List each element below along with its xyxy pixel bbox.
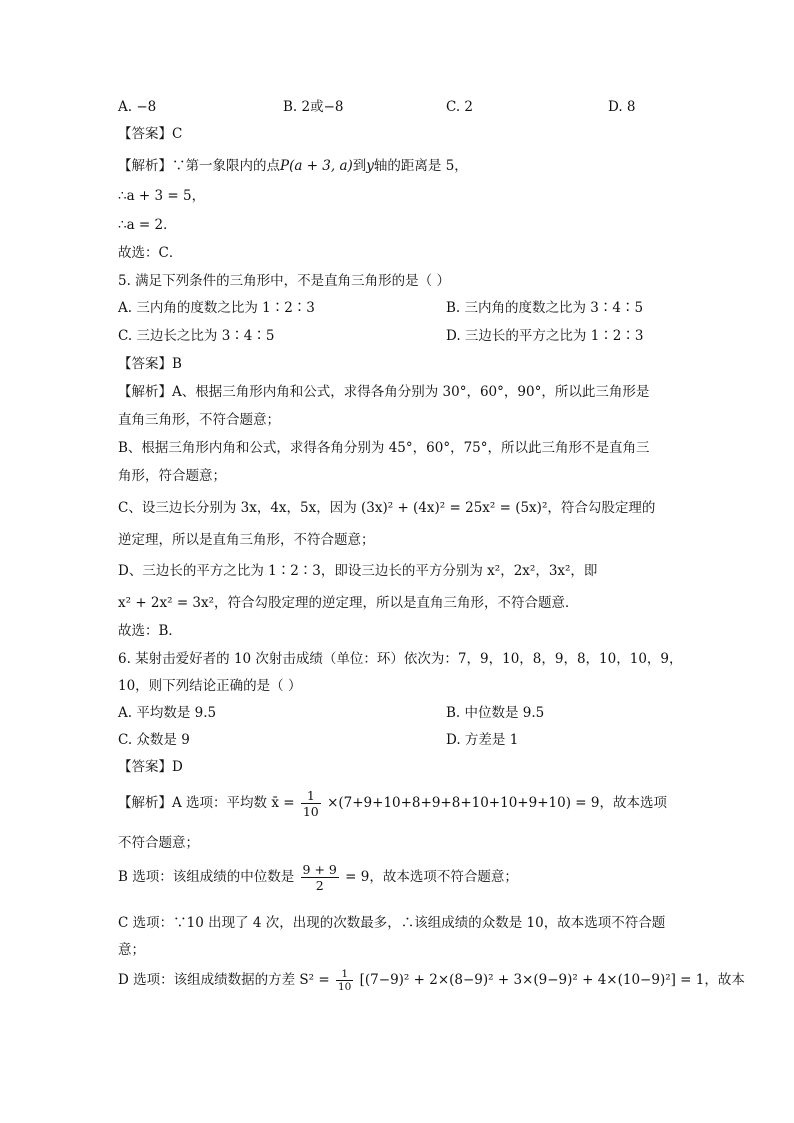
q6-stem-line1: 6. 某射击爱好者的 10 次射击成绩（单位：环）依次为：7，9，10，8，9，8，10，10，9， — [118, 651, 683, 667]
fraction-numerator: 9 + 9 — [302, 862, 337, 877]
q5-stem: 5. 满足下列条件的三角形中，不是直角三角形的是（ ） — [118, 273, 450, 289]
q6-analysis-c-line1: C 选项：∵10 出现了 4 次，出现的次数最多，∴该组成绩的众数是 10，故本选项不符合题 — [118, 915, 666, 931]
q6-option-d: D. 方差是 1 — [446, 732, 519, 748]
q4-option-b: B. 2或−8 — [283, 99, 344, 115]
q6-b-fraction — [301, 862, 339, 893]
q6-stem-line2: 10，则下列结论正确的是（ ） — [118, 678, 302, 694]
q5-analysis-line: 逆定理，所以是直角三角形，不符合题意； — [118, 532, 375, 548]
q5-analysis-line: C、设三边长分别为 3x，4x，5x，因为 (3x)² + (4x)² = 25x² = (5x)²，符合勾股定理的 — [118, 500, 656, 516]
q4-var-y: y — [366, 158, 374, 174]
q5-analysis-line: 故选：B． — [118, 623, 182, 639]
q4-option-d: D. 8 — [608, 99, 636, 115]
q4-analysis-line4: 故选：C． — [118, 245, 183, 261]
q5-analysis-line: 【解析】A、根据三角形内角和公式，求得各角分别为 30°，60°，90°，所以此三角形是 — [118, 384, 650, 400]
q6-a-suffix: ×(7+9+10+8+9+8+10+10+9+10) = 9，故本选项 — [327, 795, 667, 811]
q5-option-a: A. 三内角的度数之比为 1∶2∶3 — [118, 300, 315, 316]
q6-answer: 【答案】D — [118, 759, 183, 775]
q6-b-suffix: = 9，故本选项不符合题意； — [345, 869, 518, 885]
q6-analysis-a — [118, 788, 667, 819]
q4-analysis-line3: ∴a = 2． — [118, 217, 177, 233]
q5-option-b: B. 三内角的度数之比为 3∶4∶5 — [446, 300, 644, 316]
fraction-numerator: 1 — [301, 788, 321, 804]
q4-analysis-text-3: 轴的距离是 5， — [373, 158, 468, 174]
q5-analysis-line: 角形，符合题意； — [118, 468, 226, 484]
q4-analysis-line1 — [118, 157, 468, 175]
q5-analysis-line: D、三边长的平方之比为 1∶2∶3，即设三边长的平方分别为 x²，2x²，3x²，即 — [118, 563, 598, 579]
q5-analysis-line: 直角三角形，不符合题意； — [118, 412, 280, 428]
q5-answer: 【答案】B — [118, 356, 182, 372]
q6-a-fraction — [301, 788, 321, 819]
q6-analysis-a-line2: 不符合题意； — [118, 835, 199, 851]
q4-analysis-text: 【解析】∵第一象限内的点 — [118, 158, 280, 174]
q5-option-c: C. 三边长之比为 3∶4∶5 — [118, 328, 275, 344]
q4-analysis-text-2: 到 — [352, 158, 367, 174]
fraction-denominator: 2 — [315, 878, 324, 893]
q6-analysis-d — [118, 968, 745, 993]
q4-point-expr: P(a + 3, a) — [280, 158, 353, 174]
q6-analysis-b — [118, 862, 518, 893]
q5-analysis-line: x² + 2x² = 3x²，符合勾股定理的逆定理，所以是直角三角形，不符合题意． — [118, 595, 579, 611]
q6-d-prefix: D 选项：该组成绩数据的方差 S² = — [118, 972, 330, 988]
q4-option-c: C. 2 — [446, 99, 474, 115]
q6-option-a: A. 平均数是 9.5 — [118, 705, 217, 721]
q6-option-b: B. 中位数是 9.5 — [446, 705, 545, 721]
q4-analysis-line2: ∴a + 3 = 5， — [118, 188, 206, 204]
q4-answer: 【答案】C — [118, 126, 183, 142]
fraction-denominator: 10 — [302, 804, 319, 819]
q6-b-prefix: B 选项：该组成绩的中位数是 — [118, 869, 295, 885]
q5-option-d: D. 三边长的平方之比为 1∶2∶3 — [446, 328, 644, 344]
q5-analysis-line: B、根据三角形内角和公式，求得各角分别为 45°，60°，75°，所以此三角形不是直角三 — [118, 440, 650, 456]
q6-option-c: C. 众数是 9 — [118, 732, 190, 748]
fraction-denominator: 10 — [337, 981, 352, 993]
q6-d-suffix: [(7−9)² + 2×(8−9)² + 3×(9−9)² + 4×(10−9)²] = 1，故本 — [359, 972, 745, 988]
q4-option-a: A. −8 — [118, 99, 157, 115]
q6-analysis-c-line2: 意； — [118, 942, 145, 958]
q6-a-prefix: 【解析】A 选项：平均数 x̄ = — [118, 795, 295, 811]
fraction-numerator: 1 — [336, 968, 353, 981]
q6-d-fraction — [336, 968, 353, 993]
